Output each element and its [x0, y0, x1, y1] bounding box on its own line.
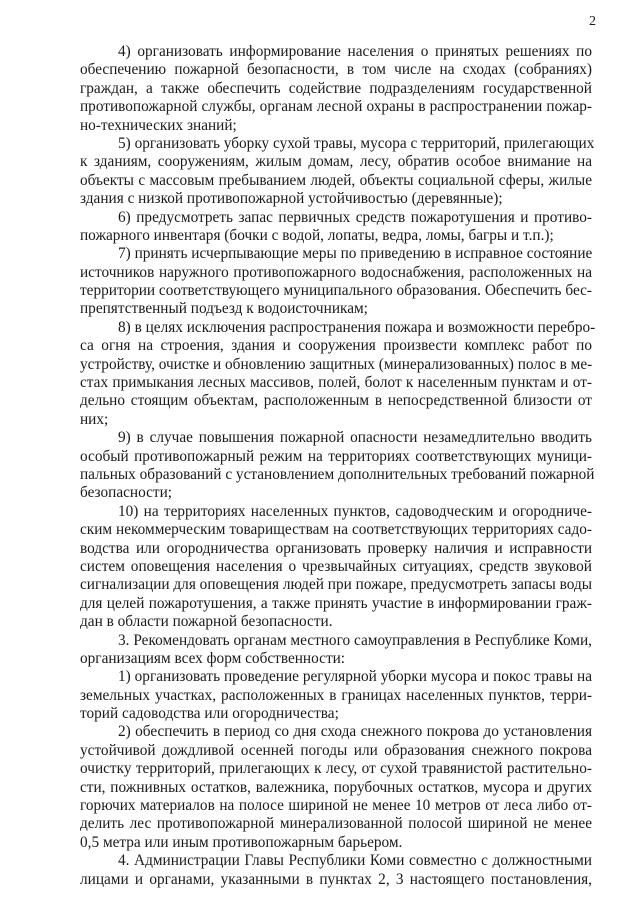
text-line: 5) организовать уборку сухой травы, мусора с территорий, прилегающих [118, 134, 595, 152]
text-line: пальных образований с установлением дополнительных требований пожарной [80, 465, 595, 483]
text-line: дан в области пожарной безопасности. [80, 613, 333, 631]
text-line: территории соответствующего муниципального образования. Обеспечить бес- [80, 282, 592, 300]
text-line: обеспечению пожарной безопасности, в том числе на сходах (собраниях) [80, 61, 592, 79]
text-line: пожарного инвентаря (бочки с водой, лопаты, ведра, ломы, багры и т.п.); [80, 226, 554, 244]
text-line: дельно стоящим объектам, расположенным в непосредственной близости от [80, 392, 592, 410]
text-line: них; [80, 410, 109, 428]
text-line: особый противопожарный режим на территориях соответствующих муници- [80, 447, 592, 465]
text-line: очистку территорий, прилегающих к лесу, от сухой травянистой растительно- [80, 760, 592, 778]
text-line: здания с низкой противопожарной устойчивостью (деревянные); [80, 190, 503, 208]
text-line: ским некоммерческим товариществам на соответствующих территориях садо- [80, 521, 592, 539]
text-line: источников наружного противопожарного водоснабжения, расположенных на [80, 263, 592, 281]
page-number: 2 [589, 14, 596, 29]
text-line: 6) предусмотреть запас первичных средств пожаротушения и противо- [118, 208, 592, 226]
text-line: лицами и органами, указанными в пунктах 2, 3 настоящего постановления, [80, 870, 592, 888]
text-line: устойчивой дождливой осенней погоды или образования снежного покрова [80, 741, 592, 759]
text-line: стах примыкания лесных массивов, полей, болот к населенным пунктам и от- [80, 374, 592, 392]
text-line: 0,5 метра или иным противопожарным барьером. [80, 833, 403, 851]
text-line: препятственный подъезд к водоисточникам; [80, 300, 368, 318]
text-line: безопасности; [80, 484, 173, 502]
text-line: сти, пожнивных остатков, валежника, порубочных остатков, мусора и других [80, 778, 592, 796]
text-line: к зданиям, сооружениям, жилым домам, лесу, обратив особое внимание на [80, 153, 592, 171]
document-body [80, 43, 596, 889]
text-line: организациям всех форм собственности: [80, 649, 346, 667]
text-line: торий садоводства или огородничества; [80, 705, 339, 723]
text-line: противопожарной службы, органам лесной охраны в распространении пожар- [80, 98, 592, 116]
text-line: систем оповещения населения о чрезвычайных ситуациях, средств звуковой [80, 557, 592, 575]
text-line: сигнализации для оповещения людей при пожаре, предусмотреть запасы воды [80, 576, 592, 594]
text-line: водства или огородничества организовать проверку наличия и исправности [80, 539, 592, 557]
text-line: граждан, а также обеспечить содействие подразделениям государственной [80, 79, 592, 97]
text-line: для целей пожаротушения, а также принять участие в информировании граж- [80, 594, 592, 612]
text-line: 2) обеспечить в период со дня схода снежного покрова до установления [118, 723, 592, 741]
text-line: земельных участках, расположенных в границах населенных пунктов, терри- [80, 686, 592, 704]
text-line: 1) организовать проведение регулярной уборки мусора и покос травы на [118, 668, 592, 686]
text-line: 8) в целях исключения распространения пожара и возможности перебро- [118, 318, 596, 336]
text-line: объекты с массовым пребыванием людей, объекты социальной сферы, жилые [80, 171, 592, 189]
text-line: 4) организовать информирование населения о принятых решениях по [118, 43, 592, 60]
text-line: делить лес противопожарной минерализованной полосой шириной не менее [80, 815, 592, 833]
text-line: са огня на строения, здания и сооружения произвести комплекс работ по [80, 337, 592, 355]
text-line: но-технических знаний; [80, 116, 237, 134]
text-line: устройству, очистке и обновлению защитных (минерализованных) полос в ме- [80, 355, 593, 373]
text-line: 3. Рекомендовать органам местного самоуправления в Республике Коми, [118, 631, 592, 649]
text-line: 7) принять исчерпывающие меры по приведению в исправное состояние [118, 245, 593, 263]
text-line: 4. Администрации Главы Республики Коми совместно с должностными [118, 852, 592, 870]
text-line: горючих материалов на полосе шириной не менее 10 метров от леса либо от- [80, 797, 592, 815]
text-line: 9) в случае повышения пожарной опасности незамедлительно вводить [118, 429, 592, 447]
text-line: 10) на территориях населенных пунктов, садоводческим и огородниче- [118, 502, 592, 520]
